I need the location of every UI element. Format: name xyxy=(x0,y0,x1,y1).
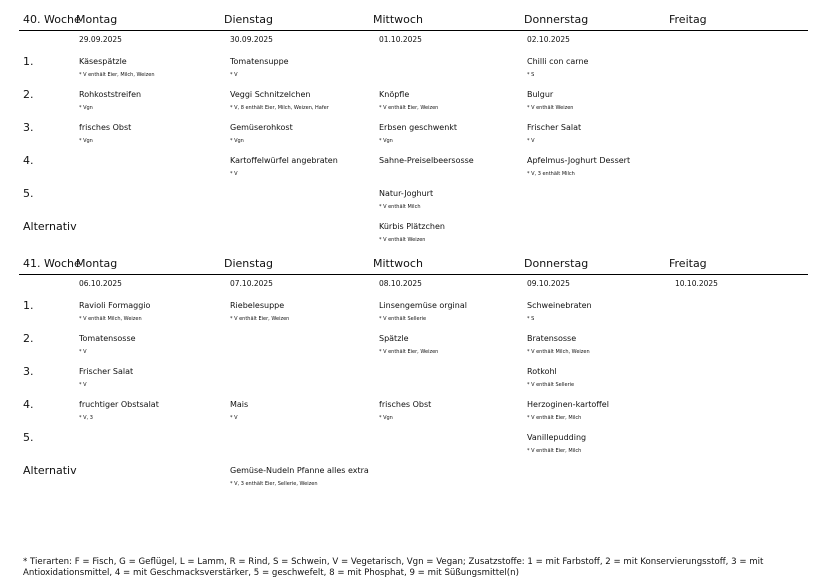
legend-footnote: * Tierarten: F = Fisch, G = Geflügel, L = Lamm, R = Rind, S = Schwein, V = Vegetarisch, Vgn = Vegan; Zusatzstoffe: 1 = mit Farbstoff, 2 = mit Konservierungsstoff, 3 = mit Antioxidationsmittel, 4 = mit Geschmacksverstärker, 5 = geschwefelt, 8 = mit Phosphat, 9 = mit Süßungsmittel(n) xyxy=(23,556,764,578)
dish-name: Kartoffelwürfel angebraten xyxy=(230,156,338,165)
day-date: 10.10.2025 xyxy=(675,279,718,288)
dish-allergen-note: * V enthält Eier, Weizen xyxy=(379,105,439,111)
dish-name: frisches Obst xyxy=(79,123,132,132)
dish-name: Frischer Salat xyxy=(79,367,134,376)
dish-name: Gemüserohkost xyxy=(230,123,293,132)
dish-name: fruchtiger Obstsalat xyxy=(79,400,159,409)
row-number: 3. xyxy=(23,365,34,378)
week-label: 41. Woche xyxy=(23,257,81,270)
dish-name: Knöpfle xyxy=(379,90,410,99)
alternative-label: Alternativ xyxy=(23,464,77,477)
dish-allergen-note: * V enthält Milch, Weizen xyxy=(79,316,142,322)
dish-name: Erbsen geschwenkt xyxy=(379,123,458,132)
day-header-donnerstag: Donnerstag xyxy=(524,257,589,270)
day-date: 09.10.2025 xyxy=(527,279,570,288)
dish-name: frisches Obst xyxy=(379,400,432,409)
dish-allergen-note: * V xyxy=(79,349,87,355)
dish-name: Riebelesuppe xyxy=(230,301,285,310)
dish-allergen-note: * V xyxy=(527,138,535,144)
dish-allergen-note: * Vgn xyxy=(230,138,244,144)
day-header-freitag: Freitag xyxy=(669,13,707,26)
dish-allergen-note: * V enthält Weizen xyxy=(379,237,426,243)
day-date: 06.10.2025 xyxy=(79,279,122,288)
day-date: 30.09.2025 xyxy=(230,35,273,44)
dish-name: Tomatensuppe xyxy=(230,57,289,66)
day-header-mittwoch: Mittwoch xyxy=(373,13,423,26)
dish-allergen-note: * Vgn xyxy=(379,138,393,144)
row-number: 4. xyxy=(23,398,34,411)
week-header-rule xyxy=(19,30,808,31)
day-header-dienstag: Dienstag xyxy=(224,13,274,26)
dish-name: Rohkoststreifen xyxy=(79,90,142,99)
row-number: 4. xyxy=(23,154,34,167)
row-number: 1. xyxy=(23,55,34,68)
dish-name: Sahne-Preiselbeersosse xyxy=(379,156,474,165)
dish-name: Natur-Joghurt xyxy=(379,189,434,198)
dish-allergen-note: * Vgn xyxy=(79,138,93,144)
day-header-freitag: Freitag xyxy=(669,257,707,270)
dish-allergen-note: * V enthält Eier, Milch, Weizen xyxy=(79,72,155,78)
dish-allergen-note: * V enthält Eier, Milch xyxy=(527,415,582,421)
dish-allergen-note: * V, 3 enthält Eier, Sellerie, Weizen xyxy=(230,481,318,487)
dish-name: Herzoginen-kartoffel xyxy=(527,400,609,409)
dish-allergen-note: * V enthält Eier, Milch xyxy=(527,448,582,454)
dish-name: Mais xyxy=(230,400,249,409)
dish-name: Veggi Schnitzelchen xyxy=(230,90,311,99)
row-number: 2. xyxy=(23,88,34,101)
dish-name: Gemüse-Nudeln Pfanne alles extra xyxy=(230,466,369,475)
dish-allergen-note: * S xyxy=(527,316,535,322)
dish-allergen-note: * V xyxy=(79,382,87,388)
day-header-mittwoch: Mittwoch xyxy=(373,257,423,270)
dish-allergen-note: * V enthält Eier, Weizen xyxy=(379,349,439,355)
row-number: 1. xyxy=(23,299,34,312)
dish-allergen-note: * V enthält Milch xyxy=(379,204,421,210)
dish-allergen-note: * V, 8 enthält Eier, Milch, Weizen, Hafer xyxy=(230,105,329,111)
day-date: 08.10.2025 xyxy=(379,279,422,288)
day-header-montag: Montag xyxy=(76,13,118,26)
dish-allergen-note: * S xyxy=(527,72,535,78)
dish-allergen-note: * V xyxy=(230,171,238,177)
dish-allergen-note: * V xyxy=(230,415,238,421)
row-number: 5. xyxy=(23,187,34,200)
dish-allergen-note: * V xyxy=(230,72,238,78)
day-date: 02.10.2025 xyxy=(527,35,570,44)
day-date: 01.10.2025 xyxy=(379,35,422,44)
dish-name: Rotkohl xyxy=(527,367,557,376)
dish-name: Bulgur xyxy=(527,90,554,99)
dish-allergen-note: * V, 3 xyxy=(79,415,93,421)
dish-name: Käsespätzle xyxy=(79,57,127,66)
week-label: 40. Woche xyxy=(23,13,81,26)
dish-allergen-note: * Vgn xyxy=(79,105,93,111)
row-number: 2. xyxy=(23,332,34,345)
dish-allergen-note: * V, 3 enthält Milch xyxy=(527,171,575,177)
dish-allergen-note: * V enthält Weizen xyxy=(527,105,574,111)
week-header-rule xyxy=(19,274,808,275)
dish-name: Tomatensosse xyxy=(79,334,136,343)
dish-allergen-note: * V enthält Sellerie xyxy=(379,316,427,322)
dish-name: Ravioli Formaggio xyxy=(79,301,151,310)
dish-allergen-note: * V enthält Milch, Weizen xyxy=(527,349,590,355)
alternative-label: Alternativ xyxy=(23,220,77,233)
day-date: 29.09.2025 xyxy=(79,35,122,44)
dish-name: Chilli con carne xyxy=(527,57,589,66)
dish-name: Schweinebraten xyxy=(527,301,592,310)
dish-name: Spätzle xyxy=(379,334,409,343)
dish-name: Linsengemüse orginal xyxy=(379,301,467,310)
dish-allergen-note: * V enthält Eier, Weizen xyxy=(230,316,290,322)
dish-name: Apfelmus-Joghurt Dessert xyxy=(527,156,631,165)
dish-name: Bratensosse xyxy=(527,334,577,343)
dish-name: Vanillepudding xyxy=(527,433,587,442)
row-number: 5. xyxy=(23,431,34,444)
dish-name: Frischer Salat xyxy=(527,123,582,132)
dish-allergen-note: * V enthält Sellerie xyxy=(527,382,575,388)
dish-name: Kürbis Plätzchen xyxy=(379,222,445,231)
day-header-montag: Montag xyxy=(76,257,118,270)
day-date: 07.10.2025 xyxy=(230,279,273,288)
dish-allergen-note: * Vgn xyxy=(379,415,393,421)
row-number: 3. xyxy=(23,121,34,134)
day-header-donnerstag: Donnerstag xyxy=(524,13,589,26)
day-header-dienstag: Dienstag xyxy=(224,257,274,270)
